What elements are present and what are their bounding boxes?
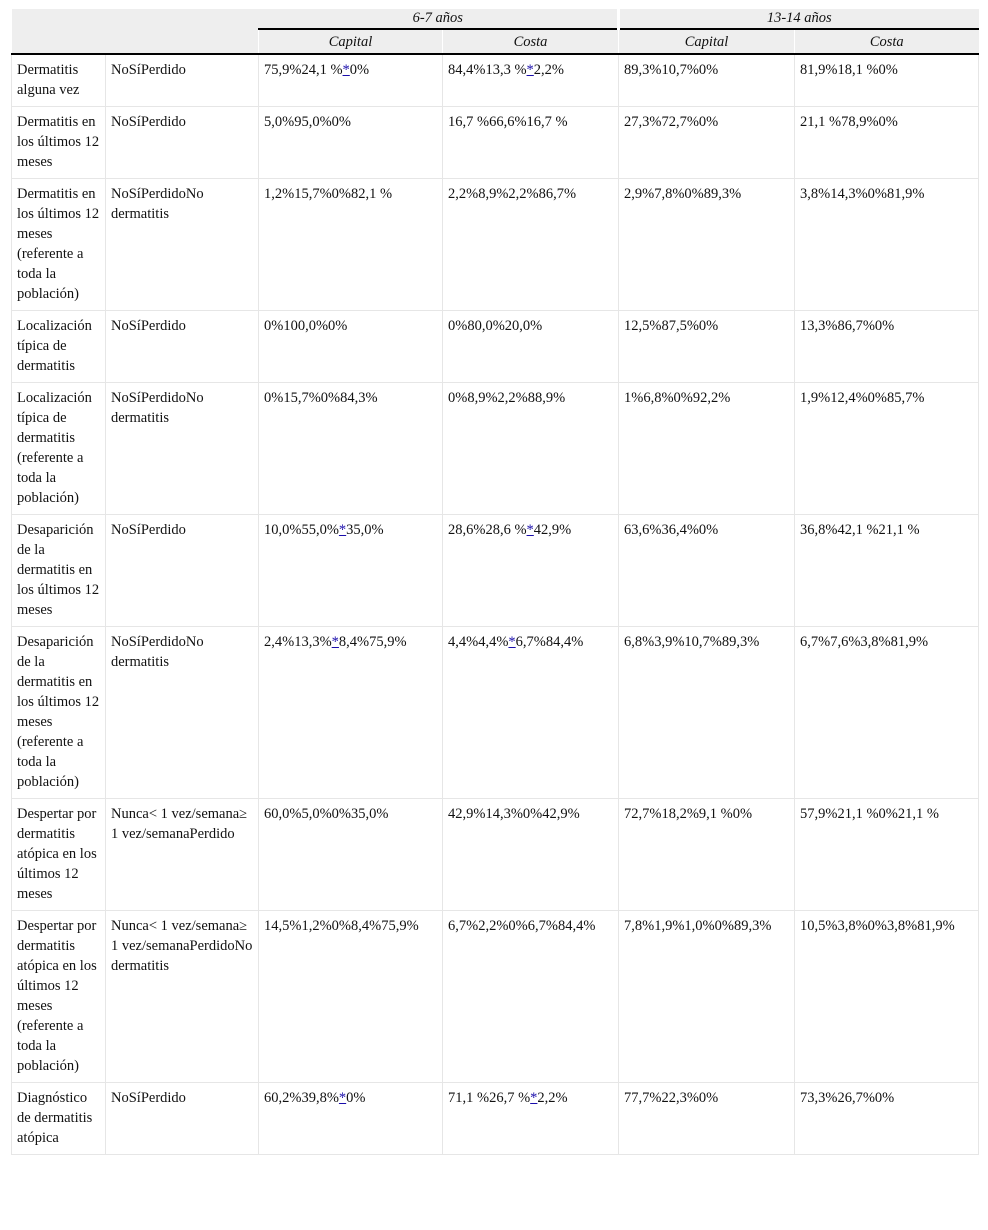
- value-cell: [619, 179, 795, 311]
- value-cell: [795, 179, 979, 311]
- value-text: 4,4%4,4%: [448, 634, 509, 650]
- footnote-link[interactable]: *: [526, 522, 534, 538]
- value-cell: [795, 54, 979, 107]
- value-text: 2,2%: [537, 1090, 568, 1106]
- value-text: 13,3%86,7%0%: [800, 318, 895, 334]
- table-row: [12, 54, 979, 107]
- row-label: Dermatitis en los últimos 12 meses (referente a toda la población): [12, 179, 106, 311]
- value-text: 2,2%8,9%2,2%86,7%: [448, 186, 577, 202]
- value-text: 84,4%13,3 %: [448, 62, 527, 78]
- value-text: 2,9%7,8%0%89,3%: [624, 186, 742, 202]
- value-cell: [795, 107, 979, 179]
- value-text: 6,7%2,2%0%6,7%84,4%: [448, 918, 596, 934]
- value-cell: [619, 54, 795, 107]
- footnote-link[interactable]: *: [338, 1090, 347, 1106]
- value-text: 0%100,0%0%: [264, 318, 348, 334]
- value-cell: [443, 1083, 619, 1155]
- footnote-link[interactable]: *: [530, 1090, 538, 1106]
- header-group-6-7: 6-7 años: [259, 9, 619, 29]
- value-cell: [259, 1083, 443, 1155]
- value-text: 71,1 %26,7 %: [448, 1090, 531, 1106]
- value-cell: [795, 911, 979, 1083]
- value-text: 75,9%24,1 %: [264, 62, 343, 78]
- value-text: 81,9%18,1 %0%: [800, 62, 898, 78]
- value-cell: [619, 911, 795, 1083]
- table-row: [12, 311, 979, 383]
- value-cell: [619, 383, 795, 515]
- value-text: 21,1 %78,9%0%: [800, 114, 898, 130]
- row-categories: NoSíPerdidoNo dermatitis: [106, 627, 259, 799]
- row-label: Dermatitis alguna vez: [12, 54, 106, 107]
- row-label: Dermatitis en los últimos 12 meses: [12, 107, 106, 179]
- value-text: 6,8%3,9%10,7%89,3%: [624, 634, 760, 650]
- value-text: 0%8,9%2,2%88,9%: [448, 390, 566, 406]
- value-cell: [259, 107, 443, 179]
- value-cell: [443, 515, 619, 627]
- value-cell: [619, 311, 795, 383]
- table-header: [12, 9, 979, 54]
- value-text: 0%15,7%0%84,3%: [264, 390, 378, 406]
- value-text: 7,8%1,9%1,0%0%89,3%: [624, 918, 772, 934]
- value-cell: [619, 515, 795, 627]
- table-row: [12, 627, 979, 799]
- value-cell: [795, 627, 979, 799]
- value-text: 28,6%28,6 %: [448, 522, 527, 538]
- value-cell: [259, 627, 443, 799]
- value-cell: [443, 911, 619, 1083]
- row-label: Diagnóstico de dermatitis atópica: [12, 1083, 106, 1155]
- value-text: 0%80,0%20,0%: [448, 318, 543, 334]
- table-row: [12, 911, 979, 1083]
- value-cell: [443, 383, 619, 515]
- row-categories: NoSíPerdido: [106, 107, 259, 179]
- value-cell: [443, 311, 619, 383]
- value-text: 60,0%5,0%0%35,0%: [264, 806, 389, 822]
- value-cell: [619, 1083, 795, 1155]
- row-categories: NoSíPerdido: [106, 311, 259, 383]
- value-text: 72,7%18,2%9,1 %0%: [624, 806, 753, 822]
- footnote-link[interactable]: *: [331, 634, 339, 650]
- table-row: [12, 799, 979, 911]
- row-categories: NoSíPerdido: [106, 1083, 259, 1155]
- value-cell: [259, 911, 443, 1083]
- header-sub-row: [12, 29, 979, 54]
- value-text: 57,9%21,1 %0%21,1 %: [800, 806, 939, 822]
- header-sub-capital: Capital: [619, 29, 795, 54]
- value-text: 3,8%14,3%0%81,9%: [800, 186, 925, 202]
- value-text: 16,7 %66,6%16,7 %: [448, 114, 568, 130]
- row-categories: Nunca< 1 vez/semana≥ 1 vez/semanaPerdido: [106, 799, 259, 911]
- footnote-link[interactable]: *: [508, 634, 516, 650]
- value-cell: [259, 311, 443, 383]
- value-cell: [259, 799, 443, 911]
- value-cell: [795, 1083, 979, 1155]
- value-text: 1%6,8%0%92,2%: [624, 390, 731, 406]
- value-text: 42,9%: [533, 522, 572, 538]
- row-label: Desaparición de la dermatitis en los últimos 12 meses (referente a toda la población): [12, 627, 106, 799]
- value-cell: [443, 54, 619, 107]
- value-cell: [795, 799, 979, 911]
- header-empty-cell: [12, 29, 259, 54]
- value-cell: [795, 515, 979, 627]
- value-cell: [795, 383, 979, 515]
- value-text: 6,7%7,6%3,8%81,9%: [800, 634, 929, 650]
- value-text: 8,4%75,9%: [338, 634, 407, 650]
- table-row: [12, 179, 979, 311]
- table-row: [12, 383, 979, 515]
- row-label: Localización típica de dermatitis: [12, 311, 106, 383]
- footnote-link[interactable]: *: [526, 62, 534, 78]
- value-text: 35,0%: [346, 522, 384, 538]
- header-sub-costa: Costa: [443, 29, 619, 54]
- value-cell: [443, 799, 619, 911]
- value-text: 0%: [349, 62, 370, 78]
- row-categories: NoSíPerdido: [106, 54, 259, 107]
- table-row: [12, 1083, 979, 1155]
- value-text: 0%: [346, 1090, 366, 1106]
- header-sub-costa: Costa: [795, 29, 979, 54]
- value-cell: [259, 515, 443, 627]
- header-sub-capital: Capital: [259, 29, 443, 54]
- value-cell: [795, 311, 979, 383]
- value-text: 1,2%15,7%0%82,1 %: [264, 186, 393, 202]
- value-text: 10,5%3,8%0%3,8%81,9%: [800, 918, 955, 934]
- value-cell: [259, 383, 443, 515]
- row-categories: NoSíPerdidoNo dermatitis: [106, 383, 259, 515]
- value-cell: [259, 54, 443, 107]
- value-text: 5,0%95,0%0%: [264, 114, 351, 130]
- value-cell: [619, 799, 795, 911]
- value-text: 10,0%55,0%: [264, 522, 339, 538]
- row-categories: Nunca< 1 vez/semana≥ 1 vez/semanaPerdidoNo dermatitis: [106, 911, 259, 1083]
- row-categories: NoSíPerdido: [106, 515, 259, 627]
- row-categories: NoSíPerdidoNo dermatitis: [106, 179, 259, 311]
- value-text: 63,6%36,4%0%: [624, 522, 719, 538]
- row-label: Despertar por dermatitis atópica en los últimos 12 meses (referente a toda la población): [12, 911, 106, 1083]
- value-text: 2,4%13,3%: [264, 634, 332, 650]
- value-text: 12,5%87,5%0%: [624, 318, 719, 334]
- table-row: [12, 515, 979, 627]
- row-label: Localización típica de dermatitis (referente a toda la población): [12, 383, 106, 515]
- table-row: [12, 107, 979, 179]
- value-cell: [259, 179, 443, 311]
- value-text: 42,9%14,3%0%42,9%: [448, 806, 580, 822]
- header-group-row: [12, 9, 979, 29]
- value-text: 1,9%12,4%0%85,7%: [800, 390, 925, 406]
- value-text: 36,8%42,1 %21,1 %: [800, 522, 920, 538]
- value-text: 89,3%10,7%0%: [624, 62, 719, 78]
- value-cell: [619, 107, 795, 179]
- row-label: Despertar por dermatitis atópica en los últimos 12 meses: [12, 799, 106, 911]
- value-cell: [443, 107, 619, 179]
- header-empty-cell: [12, 9, 259, 29]
- results-table: [11, 9, 979, 1155]
- value-text: 73,3%26,7%0%: [800, 1090, 895, 1106]
- value-text: 6,7%84,4%: [515, 634, 584, 650]
- value-text: 2,2%: [533, 62, 565, 78]
- footnote-link[interactable]: *: [342, 62, 350, 78]
- value-text: 60,2%39,8%: [264, 1090, 339, 1106]
- value-cell: [619, 627, 795, 799]
- value-text: 14,5%1,2%0%8,4%75,9%: [264, 918, 419, 934]
- header-group-13-14: 13-14 años: [619, 9, 979, 29]
- value-cell: [443, 179, 619, 311]
- value-cell: [443, 627, 619, 799]
- footnote-link[interactable]: *: [338, 522, 347, 538]
- row-label: Desaparición de la dermatitis en los últimos 12 meses: [12, 515, 106, 627]
- value-text: 27,3%72,7%0%: [624, 114, 719, 130]
- table-body: [12, 54, 979, 1155]
- value-text: 77,7%22,3%0%: [624, 1090, 719, 1106]
